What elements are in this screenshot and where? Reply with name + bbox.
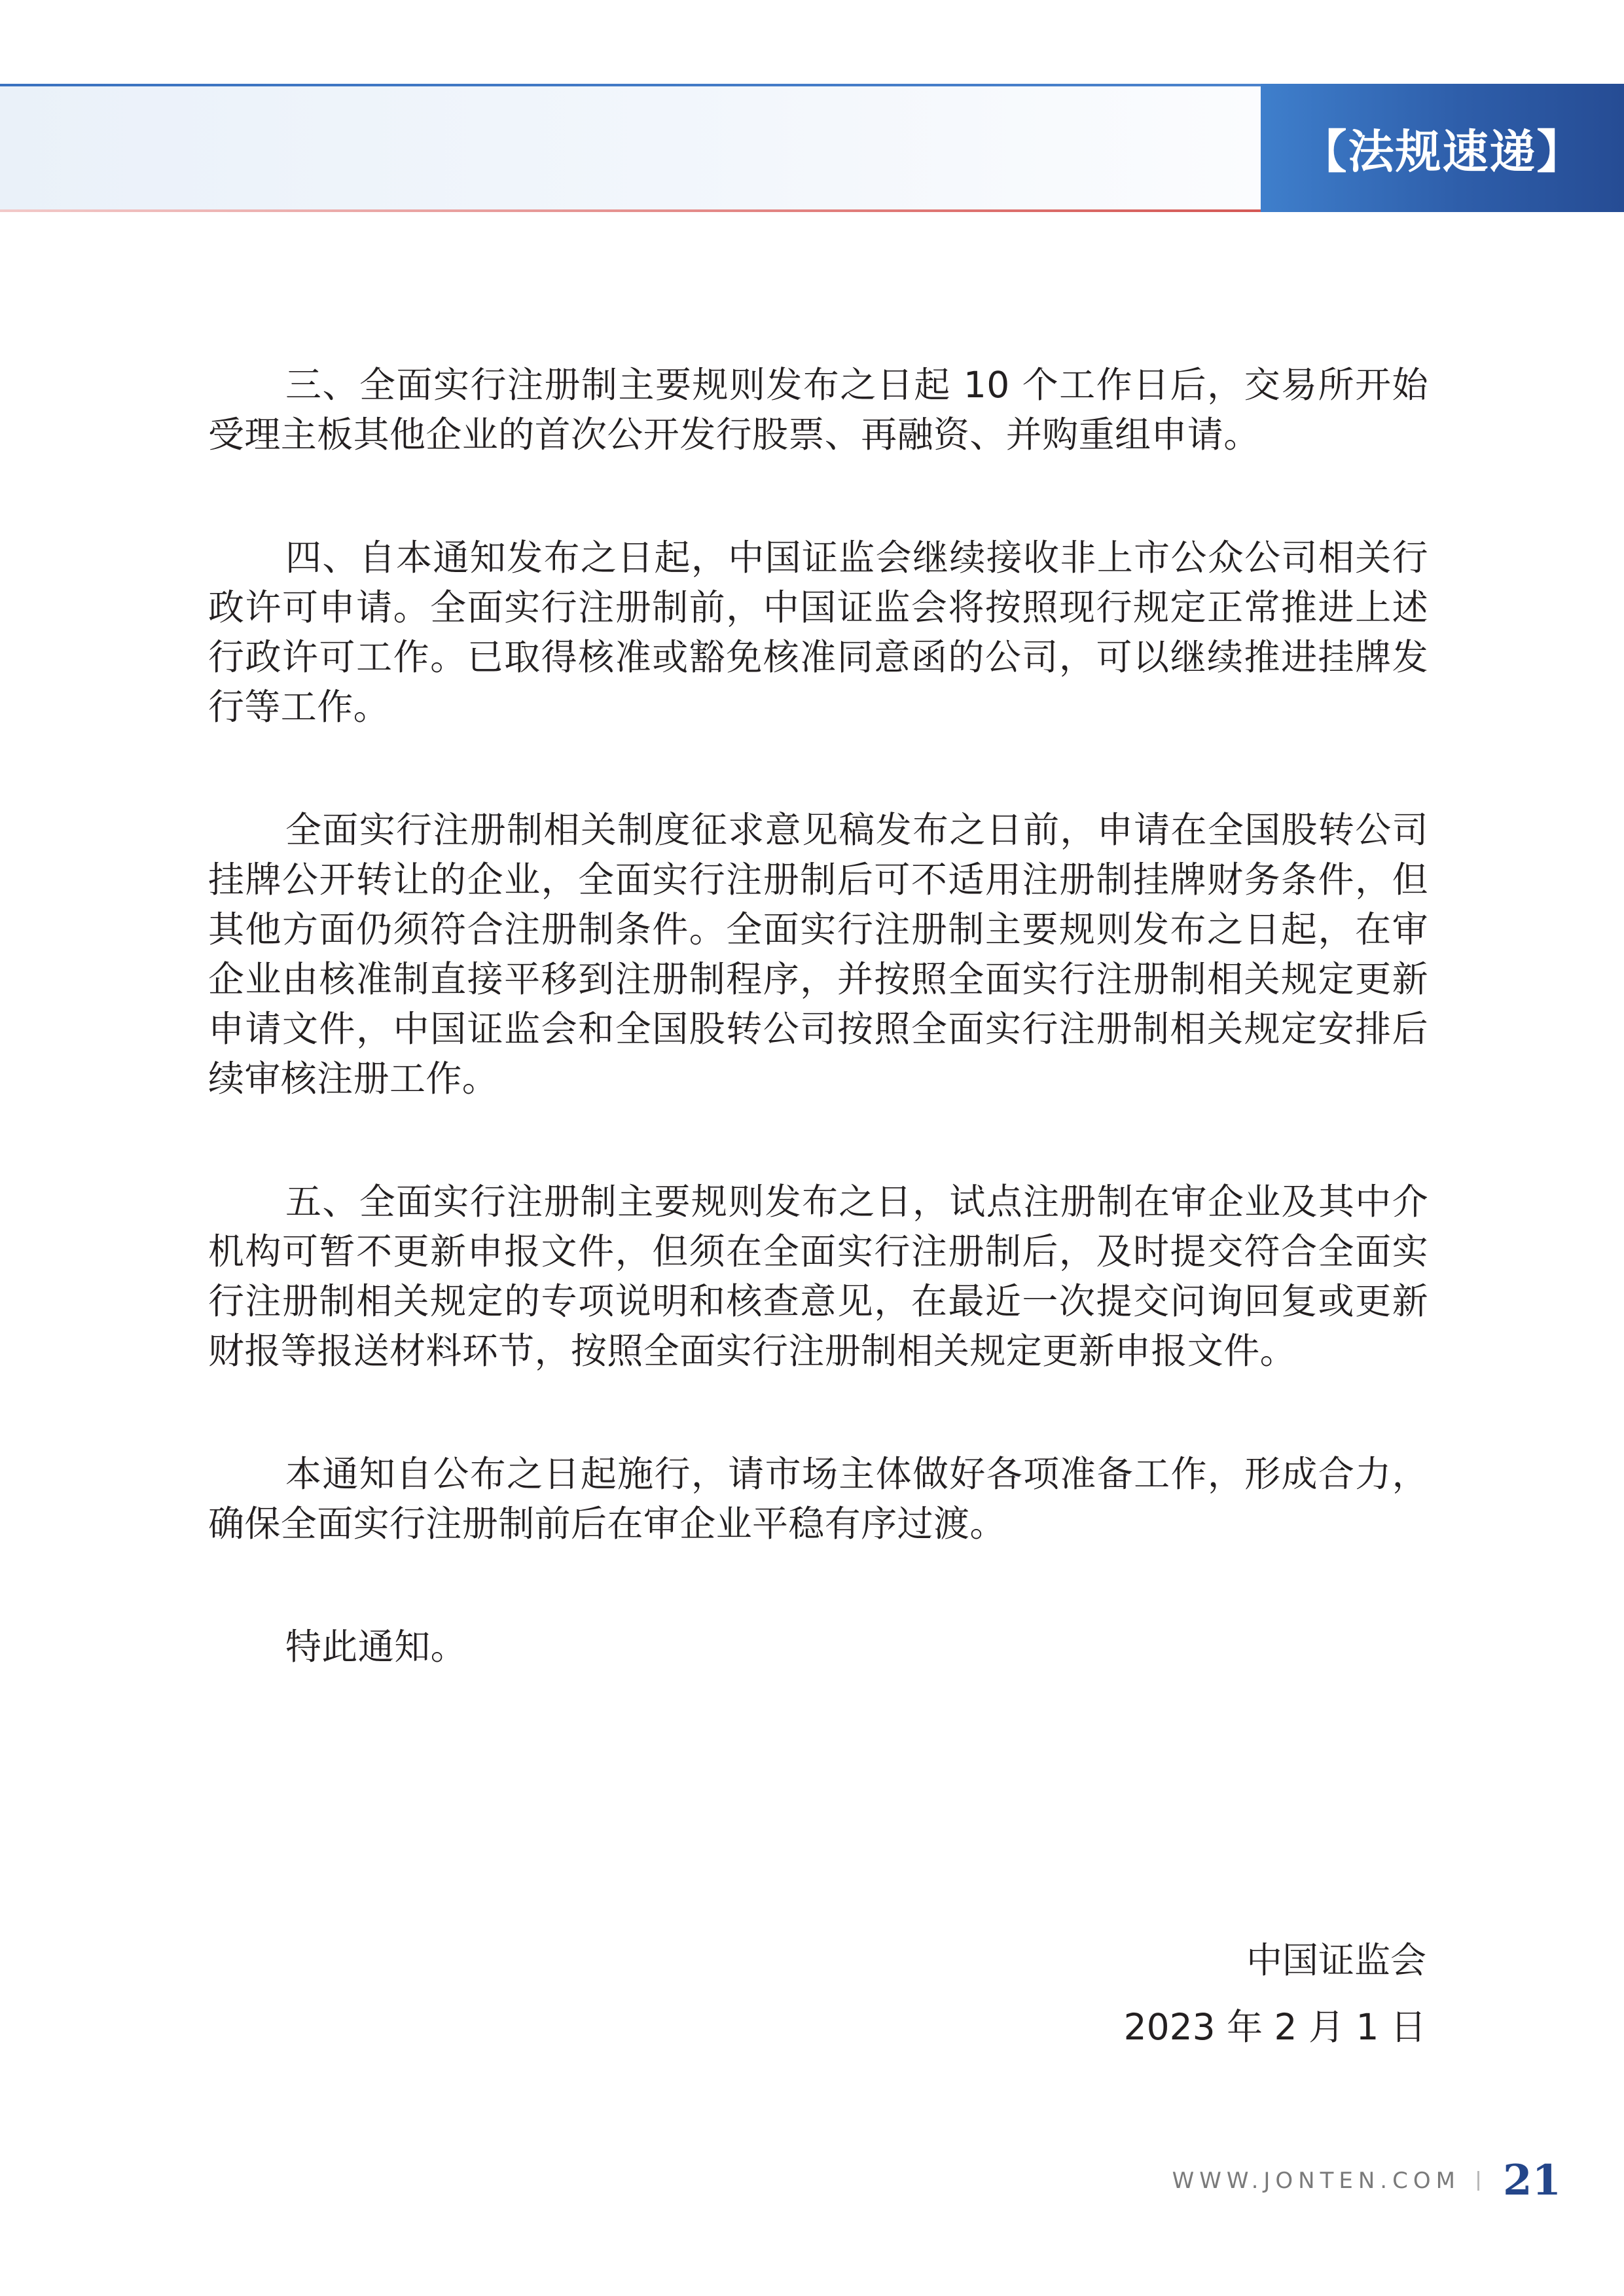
- paragraph-item-3: 三、全面实行注册制主要规则发布之日起 10 个工作日后，交易所开始受理主板其他企业的首次公开发行股票、再融资、并购重组申请。: [208, 364, 1428, 456]
- signature-block: [1124, 1927, 1426, 2060]
- paragraph-item-5: 五、全面实行注册制主要规则发布之日，试点注册制在审企业及其中介机构可暂不更新申报文件，但须在全面实行注册制后，及时提交符合全面实行注册制相关规定的专项说明和核查意见，在最近一次提交问询回复或更新财报等报送材料环节，按照全面实行注册制相关规定更新申报文件。: [208, 1181, 1428, 1372]
- page-number: 21: [1502, 2156, 1561, 2205]
- header-bottom-red-line: [0, 209, 1261, 212]
- page-footer: [1172, 2156, 1561, 2205]
- section-label: 【法规速递】: [1301, 124, 1584, 179]
- signature-issuer: 中国证监会: [1246, 1939, 1426, 1981]
- footer-divider: [1477, 2171, 1479, 2191]
- document-body: [208, 360, 1428, 1745]
- paragraph-item-4: 四、自本通知发布之日起，中国证监会继续接收非上市公众公司相关行政许可申请。全面实行注册制前，中国证监会将按照现行规定正常推进上述行政许可工作。已取得核准或豁免核准同意函的公司，可以继续推进挂牌发行等工作。: [208, 537, 1428, 728]
- signature-date: 2023 年 2 月 1 日: [1123, 2006, 1426, 2048]
- paragraph-closing: 特此通知。: [285, 1626, 467, 1668]
- section-tab: [1261, 84, 1624, 212]
- paragraph-nationwide-transfer: 全面实行注册制相关制度征求意见稿发布之日前，申请在全国股转公司挂牌公开转让的企业，全面实行注册制后可不适用注册制挂牌财务条件，但其他方面仍须符合注册制条件。全面实行注册制主要规则发布之日起，在审企业由核准制直接平移到注册制程序，并按照全面实行注册制相关规定更新申请文件，中国证监会和全国股转公司按照全面实行注册制相关规定安排后续审核注册工作。: [208, 809, 1428, 1100]
- header-band: [0, 86, 1261, 211]
- paragraph-effective-date: 本通知自公布之日起施行，请市场主体做好各项准备工作，形成合力，确保全面实行注册制前后在审企业平稳有序过渡。: [208, 1453, 1428, 1545]
- footer-website: WWW.JONTEN.COM: [1172, 2167, 1460, 2194]
